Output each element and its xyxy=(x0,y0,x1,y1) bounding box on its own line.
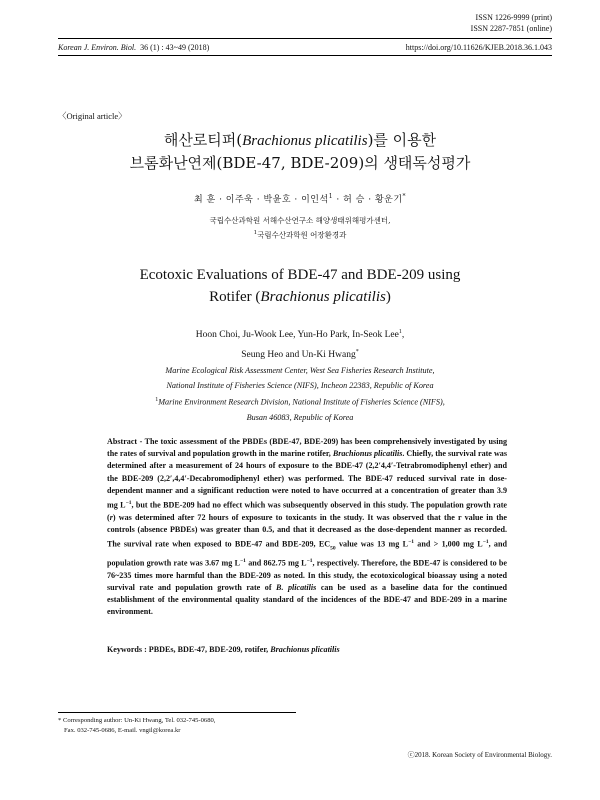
abstract-text: ) was determined after 72 hours of exposure to toxicants in the study. It was observed that the r value in the controls (absence PBDEs) was greater than 0.5, and that it decreased as the dose-dependent manner as recorded. The survival rate when exposed to BDE-47 and BDE-209, EC xyxy=(107,512,507,549)
footnote-line: * Corresponding author: Un-Ki Hwang, Tel. 032-745-0680, xyxy=(58,717,216,724)
english-title-text: ) xyxy=(385,289,391,305)
running-head xyxy=(58,38,552,56)
korean-title-line1 xyxy=(0,129,600,152)
english-title-text: Rotifer ( xyxy=(209,289,261,305)
copyright-notice: ⓒ2018. Korean Society of Environmental Biology. xyxy=(407,751,552,759)
english-authors xyxy=(0,324,600,364)
korean-affil-line: 국립수산과학원 서해수산연구소 해양생태위해평가센터, xyxy=(209,216,391,225)
unit-exponent: −1 xyxy=(306,557,313,564)
footnote-divider xyxy=(58,712,296,713)
species-name: Brachionus plicatilis xyxy=(260,289,386,305)
korean-affil-text: 국립수산과학원 어장환경과 xyxy=(257,230,347,240)
korean-title-line2: 브롬화난연제(BDE-47, BDE-209)의 생태독성평가 xyxy=(129,154,471,172)
affil-line xyxy=(0,393,600,410)
species-name: Brachionus plicatilis xyxy=(332,449,403,459)
article-type: 〈Original article〉 xyxy=(58,111,127,121)
korean-authors xyxy=(0,192,600,205)
issn-print: ISSN 1226-9999 (print) xyxy=(475,13,552,22)
affiliation-marker: 1 xyxy=(253,230,258,236)
species-name: Brachionus plicatilis xyxy=(270,645,340,654)
affil-line: Busan 46083, Republic of Korea xyxy=(246,412,354,422)
affiliation-marker: 1 xyxy=(398,329,402,335)
abstract-text: . Chiefly, the survival rate was determined after a measurement of 24 hours of exposure to the BDE-47 (2,2′4,4′-Tetrabromodiphenyl ether) and the BDE-209 (2,2′,4,4′-Decabromodiphenyl ether) was performed. The BDE-47 reduced survival rate in dose-dependent manner and a significant reduction were noted to have occurred at a concentration of greater than 3.9 mg L xyxy=(107,449,507,510)
journal-name: Korean J. Environ. Biol. xyxy=(58,42,137,52)
issn-online: ISSN 2287-7851 (online) xyxy=(470,24,552,33)
corresponding-marker: * xyxy=(402,193,407,200)
author-names: , xyxy=(401,330,405,341)
keywords xyxy=(107,645,507,654)
abstract-text: and 862.75 mg L xyxy=(245,558,307,568)
issn-block xyxy=(471,12,552,34)
abstract-text: , respectively. Therefore, the BDE-47 is considered to be 76~235 times more harmful than the BDE-209 as noted. In this study, the ecotoxicological bioassay using a noted survival rate and population growth rate of xyxy=(107,558,508,592)
affil-line: National Institute of Fisheries Science (NIFS), Incheon 22383, Republic of Korea xyxy=(166,381,434,390)
korean-affiliations xyxy=(0,214,600,242)
english-title-line1: Ecotoxic Evaluations of BDE-47 and BDE-209 using xyxy=(139,267,461,283)
abstract xyxy=(107,436,507,619)
korean-title-text: 해산로티퍼( xyxy=(163,131,243,149)
unit-exponent: −1 xyxy=(125,500,132,507)
unit-exponent: −1 xyxy=(408,539,414,546)
journal-citation xyxy=(58,43,209,52)
korean-author-names: 최 훈 · 이주욱 · 박윤호 · 이인석 xyxy=(193,195,329,205)
unit-exponent: −1 xyxy=(482,539,489,546)
volume-pages: 36 (1) : 43~49 (2018) xyxy=(140,42,210,52)
unit-exponent: −1 xyxy=(240,557,246,564)
ec-subscript: 50 xyxy=(330,545,336,552)
affil-text: Marine Environment Research Division, National Institute of Fisheries Science (NIFS), xyxy=(158,397,445,407)
species-name: Brachionus plicatilis xyxy=(242,133,368,149)
abstract-text: , and population growth rate was 3.67 mg L xyxy=(107,540,507,568)
abstract-text: value was 13 mg L xyxy=(335,540,409,549)
english-affiliations xyxy=(0,363,600,425)
corresponding-marker: * xyxy=(355,349,359,356)
english-authors-line2 xyxy=(0,344,600,364)
symbol-r: r xyxy=(109,512,113,522)
affiliation-marker: 1 xyxy=(155,397,159,403)
affiliation-marker: 1 xyxy=(328,193,334,200)
doi-link[interactable]: https://doi.org/10.11626/KJEB.2018.36.1.043 xyxy=(405,42,552,52)
species-name: B. plicatilis xyxy=(276,582,317,592)
korean-affil-line xyxy=(0,227,600,242)
keywords-text: Keywords : PBDEs, BDE-47, BDE-209, rotifer, xyxy=(107,645,271,654)
affil-line: Marine Ecological Risk Assessment Center, West Sea Fisheries Research Institute, xyxy=(165,366,435,375)
author-names: Hoon Choi, Ju-Wook Lee, Yun-Ho Park, In-Seok Lee xyxy=(195,330,399,341)
english-authors-line1 xyxy=(0,324,600,344)
author-names: Seung Heo and Un-Ki Hwang xyxy=(241,350,356,361)
abstract-text: Abstract - The toxic assessment of the PBDEs (BDE-47, BDE-209) has been comprehensively investigated by using the rates of survival and population growth in the marine rotifer, xyxy=(107,437,507,459)
corresponding-author-footnote xyxy=(58,716,215,735)
korean-title-text: )를 이용한 xyxy=(367,131,437,149)
korean-author-names: · 허 승 · 황운기 xyxy=(333,195,403,205)
abstract-text: and > 1,000 mg L xyxy=(413,540,483,549)
abstract-text: , but the BDE-209 had no effect which was subsequently observed in this study. The population growth rate ( xyxy=(107,500,507,522)
english-title xyxy=(0,264,600,308)
korean-title xyxy=(0,129,600,174)
footnote-line: Fax. 032-745-0686, E-mail. vngil@korea.kr xyxy=(64,726,181,734)
english-title-line2 xyxy=(0,286,600,308)
abstract-text: can be used as a baseline data for the continued establishment of the environmental quality standard of the incidences of the BDE-47 and BDE-209 in a marine environment. xyxy=(107,582,507,617)
